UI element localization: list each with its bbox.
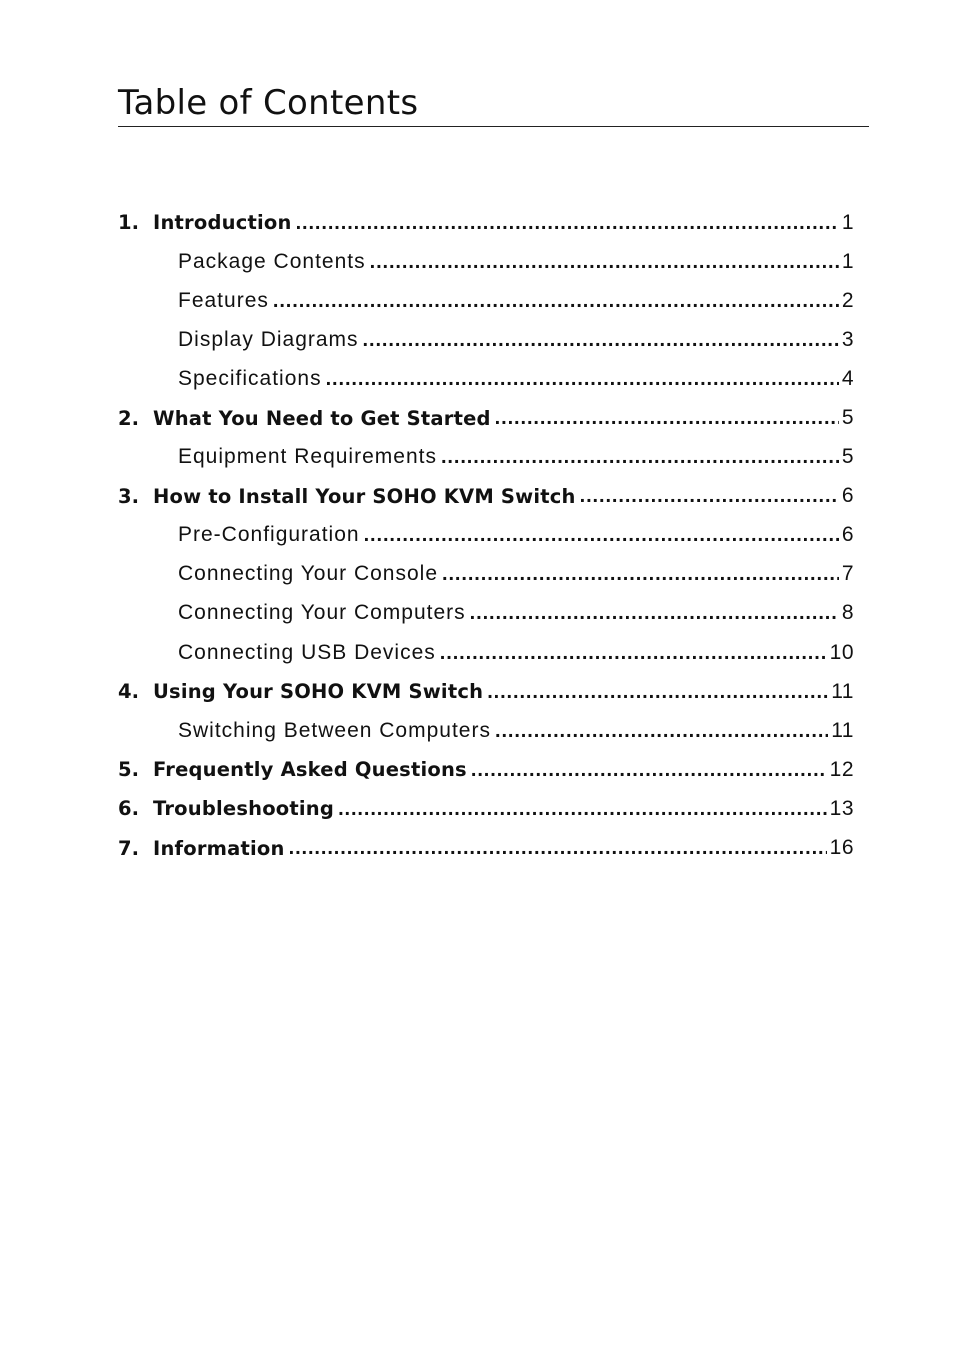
toc-entry-label: Connecting USB Devices [178, 640, 436, 664]
toc-entry-page: 12 [829, 757, 854, 781]
toc-entry-label: Frequently Asked Questions [153, 758, 467, 782]
toc-entry-number: 2. [118, 406, 139, 430]
toc-entry-page: 5 [841, 445, 854, 469]
toc-entry-page: 6 [841, 523, 854, 547]
toc-entry-label: How to Install Your SOHO KVM Switch [153, 484, 576, 508]
toc-entry-number: 7. [118, 836, 139, 860]
toc-entry-display-diagrams[interactable] [118, 320, 854, 359]
dot-leader [487, 681, 828, 703]
toc-entry-equipment-requirements[interactable] [118, 438, 854, 477]
toc-entry-page: 6 [841, 484, 854, 508]
toc-entry-label: Connecting Your Computers [178, 601, 466, 625]
page-title: Table of Contents [118, 83, 419, 123]
toc-entry-page: 16 [829, 836, 854, 860]
toc-entry-switching-computers[interactable] [118, 711, 854, 750]
toc-entry-page: 13 [829, 796, 854, 820]
toc-entry-label: Connecting Your Console [178, 562, 439, 586]
dot-leader [273, 290, 839, 312]
toc-entry-label: Equipment Requirements [178, 445, 437, 469]
dot-leader [440, 642, 827, 664]
toc-entry-label: Package Contents [178, 249, 366, 273]
toc-entry-label: Introduction [153, 211, 292, 235]
toc-entry-number: 1. [118, 211, 139, 235]
dot-leader [441, 446, 839, 468]
table-of-contents [118, 203, 854, 868]
dot-leader [370, 251, 839, 273]
toc-entry-page: 1 [841, 210, 854, 234]
toc-entry-label: Using Your SOHO KVM Switch [153, 680, 484, 704]
toc-entry-page: 11 [831, 718, 854, 742]
toc-entry-introduction[interactable] [118, 203, 854, 242]
toc-entry-page: 3 [841, 327, 854, 351]
dot-leader [442, 563, 839, 585]
toc-entry-connecting-computers[interactable] [118, 594, 854, 633]
toc-entry-label: Pre-Configuration [178, 523, 360, 547]
toc-entry-page: 10 [829, 640, 854, 664]
toc-entry-page: 4 [841, 366, 854, 390]
toc-entry-package-contents[interactable] [118, 242, 854, 281]
dot-leader [364, 524, 839, 546]
toc-entry-specifications[interactable] [118, 359, 854, 398]
toc-entry-features[interactable] [118, 281, 854, 320]
toc-entry-using-switch[interactable] [118, 672, 854, 711]
dot-leader [363, 329, 839, 351]
dot-leader [470, 602, 839, 624]
toc-entry-label: What You Need to Get Started [153, 406, 491, 430]
toc-entry-label: Troubleshooting [153, 797, 335, 821]
toc-entry-troubleshooting[interactable] [118, 789, 854, 828]
toc-entry-page: 1 [841, 249, 854, 273]
toc-entry-number: 5. [118, 758, 139, 782]
dot-leader [296, 212, 839, 234]
dot-leader [338, 798, 827, 820]
title-divider [118, 126, 869, 127]
toc-entry-label: Display Diagrams [178, 327, 359, 351]
toc-entry-faq[interactable] [118, 750, 854, 789]
toc-entry-label: Specifications [178, 366, 322, 390]
toc-entry-number: 4. [118, 680, 139, 704]
dot-leader [495, 720, 828, 742]
toc-entry-label: Information [153, 836, 285, 860]
dot-leader [289, 837, 827, 859]
dot-leader [326, 368, 839, 390]
toc-entry-label: Switching Between Computers [178, 718, 491, 742]
toc-entry-connecting-console[interactable] [118, 555, 854, 594]
toc-entry-how-to-install[interactable] [118, 477, 854, 516]
toc-entry-page: 7 [841, 562, 854, 586]
toc-entry-page: 8 [841, 601, 854, 625]
toc-entry-what-you-need[interactable] [118, 398, 854, 437]
toc-entry-pre-configuration[interactable] [118, 516, 854, 555]
toc-entry-page: 2 [841, 288, 854, 312]
toc-entry-information[interactable] [118, 829, 854, 868]
toc-entry-label: Features [178, 288, 269, 312]
toc-entry-page: 11 [831, 679, 854, 703]
toc-entry-number: 3. [118, 484, 139, 508]
dot-leader [471, 759, 827, 781]
toc-entry-number: 6. [118, 797, 139, 821]
toc-entry-connecting-usb[interactable] [118, 633, 854, 672]
dot-leader [580, 485, 839, 507]
toc-entry-page: 5 [841, 406, 854, 430]
dot-leader [495, 407, 839, 429]
